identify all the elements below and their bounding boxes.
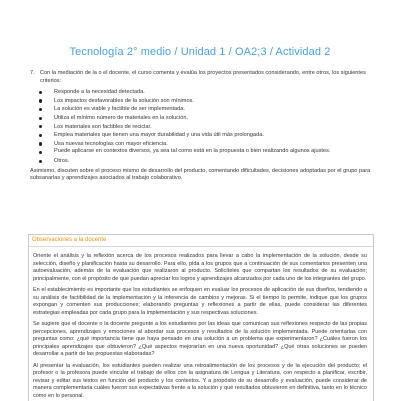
activity-number: 7. (30, 70, 35, 76)
activity-closing: Asimismo, discuten sobre el proceso mismo de desarrollo del producto, comentando dificultades, decisiones adoptadas por el grupo para subsanarlas y aprendizajes asociados al trabajo colaborativo. (30, 167, 371, 182)
criteria-item: Utiliza el mínimo número de materiales en la solución. (30, 114, 380, 123)
teacher-notes-paragraph: En el establecimiento es importante que los estudiantes se enfoquen en evaluar los procesos de aplicación de sus diseños, tendiendo a su análisis de factibilidad de la implementación y la inferencia de cambios y mejoras. Si el tiempo lo permite, indique que los grupos expongan y comenten sus producciones; elaborando preguntas y reflexiones a partir de ellas, puede considerar las diferentes estrategias empleadas por cada grupo para la implementación y sus respectivas soluciones. (33, 287, 367, 316)
teacher-notes-paragraph: Se sugiere que el docente o la docente pregunte a los estudiantes por las ideas que comunican sus reflexiones respecto de las propias percepciones, aprendizajes y emociones al abordar sus procesos y resultados de la solución implementada. Puede orientarlas con preguntas como: ¿qué importancia tiene que haya pensado en una solución a un problema que experimentaron? ¿Cuáles fueron los principales aprendizajes que obtuvieron? ¿Qué aspectos mejorarían en una nueva oportunidad? ¿Qué otras soluciones se pueden desarrollar a partir de las propuestas elaboradas? (33, 321, 367, 357)
criteria-item: Los materiales son factibles de reciclar. (30, 123, 380, 132)
criteria-item: Emplea materiales que tienen una mayor durabilidad y una vida útil más prolongada. (30, 131, 380, 140)
criteria-item: La solución es viable y factible de ser implementada. (30, 105, 380, 114)
document-title: Tecnología 2° medio / Unidad 1 / OA2;3 / Actividad 2 (69, 46, 331, 58)
activity-intro-text: Con la mediación de la o el docente, el curso comenta y evalúa los proyectos presentados considerando, entre otros, los siguientes criterios: (40, 70, 366, 84)
teacher-notes-header: Observaciones a la docente (29, 235, 373, 247)
criteria-list (30, 88, 380, 165)
teacher-notes-paragraph: Oriente el análisis y la reflexión acerca de los procesos realizados para llevar a cabo la implementación de la solución, desde su selección, diseño y planificación hasta su desarrollo. Para ello, pida a los grupos que a continuación de sus comentarios presenten una autoevaluación, además de la evaluación que realizaron al producto. Solicíteles que compartan los resultados de su evaluación; principalmente, con el propósito de que puedan apreciar los logros y aprendizajes alcanzados por cada uno de los integrantes del grupo. (33, 253, 367, 282)
activity-section (30, 70, 380, 183)
teacher-notes-paragraph: Al presentar la evaluación, los estudiantes pueden realizar una retroalimentación de los procesos y de la ejecución del producto; el profesor o la profesora puede vincular el trabajo de ellos con la asignatura de Lengua y Literatura, con respecto a planificar, escribir, revisar y editar sus textos en función del producto y los contextos. Y a propósito de su desarrollo y evaluación, puede considerar de manera complementaria cuáles fueron sus expectativas frente a la solución y qué resultados obtuvieron en definitiva, tanto en lo técnico como en lo personal. (33, 362, 367, 399)
activity-intro (30, 70, 380, 85)
teacher-notes-box (28, 234, 374, 401)
criteria-item: Otros. (30, 157, 380, 166)
criteria-item: Responde a la necesidad detectada. (30, 88, 380, 97)
criteria-item: Los impactos desfavorables de la solución son mínimos. (30, 97, 380, 106)
criteria-item: Usa nuevas tecnologías con mayor eficiencia. (30, 140, 380, 149)
teacher-notes-body (29, 247, 373, 400)
criteria-item: Puede aplicarse en contextos diversos, ya sea tal como está en la propuesta o bien realizando algunos ajustes. (30, 148, 380, 156)
